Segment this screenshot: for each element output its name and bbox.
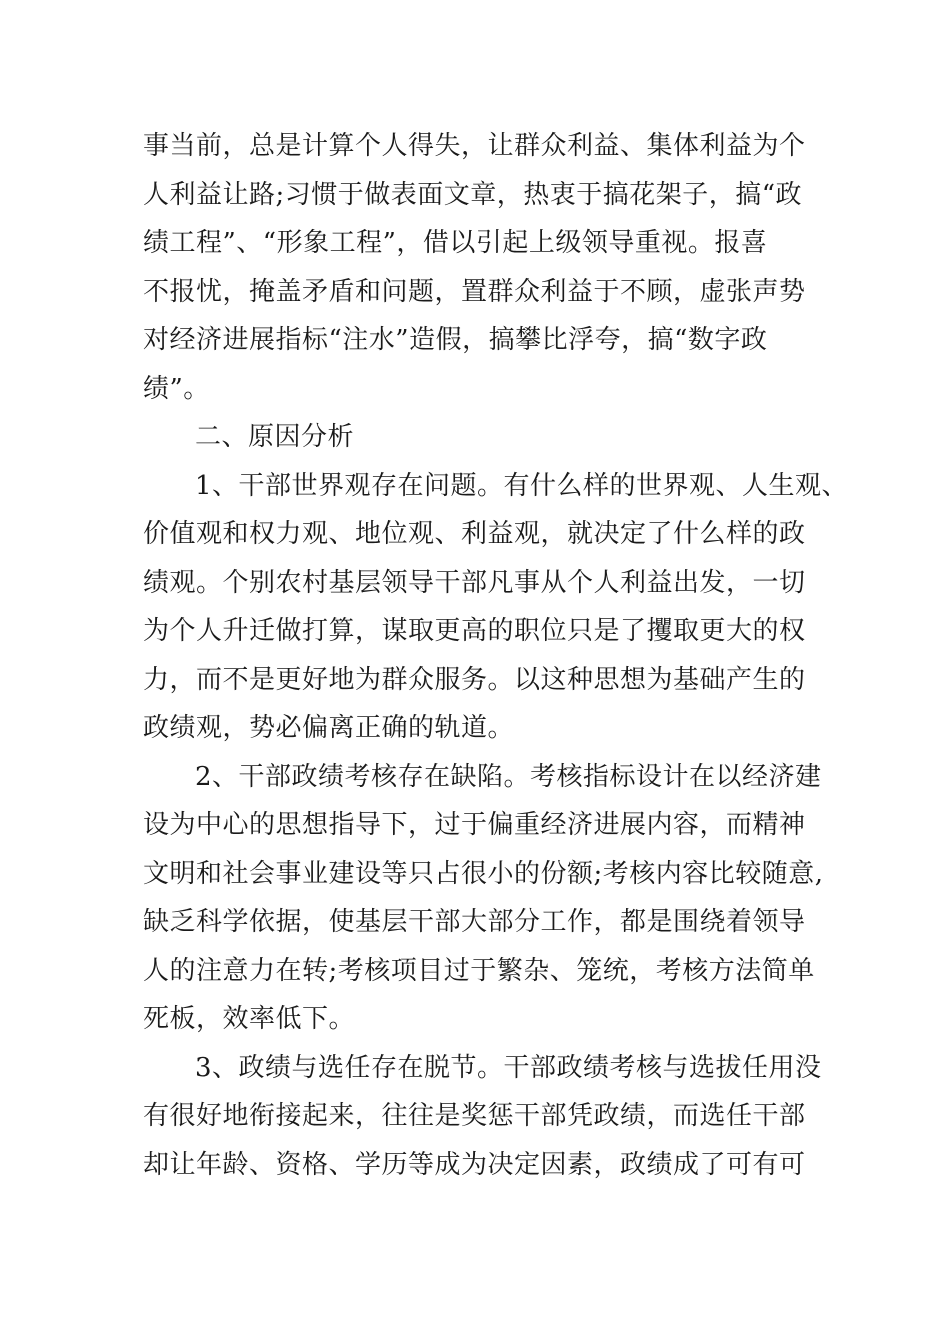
text-line: 1、干部世界观存在问题。有什么样的世界观、人生观、	[195, 470, 849, 501]
section-heading: 二、原因分析	[195, 422, 355, 452]
text-line: 设为中心的思想指导下，过于偏重经济进展内容，而精神	[143, 810, 806, 840]
text-line: 却让年龄、资格、学历等成为决定因素，政绩成了可有可	[143, 1149, 806, 1180]
text-line: 3、政绩与选任存在脱节。干部政绩考核与选拔任用没	[195, 1052, 822, 1083]
text-line: 力，而不是更好地为群众服务。以这种思想为基础产生的	[143, 664, 806, 695]
text-line: 死板，效率低下。	[143, 1004, 356, 1034]
text-line: 价值观和权力观、地位观、利益观，就决定了什么样的政	[143, 519, 806, 549]
text-line: 事当前，总是计算个人得失，让群众利益、集体利益为个	[143, 131, 806, 161]
paragraph-point-3	[143, 1044, 833, 1190]
paragraph-point-2	[143, 753, 833, 1044]
document-body	[143, 122, 849, 1189]
text-line: 对经济进展指标“注水”造假，搞攀比浮夸，搞“数字政	[143, 325, 768, 355]
paragraph-point-1	[143, 462, 849, 753]
text-line: 为个人升迁做打算，谋取更高的职位只是了攫取更大的权	[143, 616, 806, 646]
text-line: 人的注意力在转;考核项目过于繁杂、笼统，考核方法简单	[143, 955, 815, 986]
text-line: 绩观。个别农村基层领导干部凡事从个人利益出发，一切	[143, 567, 806, 598]
text-line: 有很好地衔接起来，往往是奖惩干部凭政绩，而选任干部	[143, 1101, 806, 1131]
text-line: 缺乏科学依据，使基层干部大部分工作，都是围绕着领导	[143, 907, 806, 937]
text-line: 绩”。	[143, 373, 210, 404]
text-line: 政绩观，势必偏离正确的轨道。	[143, 713, 515, 743]
paragraph-continuation	[143, 122, 833, 413]
text-line: 人利益让路;习惯于做表面文章，热衷于搞花架子，搞“政	[143, 179, 803, 210]
text-line: 不报忧，掩盖矛盾和问题，置群众利益于不顾，虚张声势	[143, 276, 806, 307]
text-line: 绩工程”、“形象工程”，借以引起上级领导重视。报喜	[143, 228, 768, 258]
section-heading-cause-analysis	[143, 413, 833, 462]
text-line: 2、干部政绩考核存在缺陷。考核指标设计在以经济建	[195, 761, 822, 792]
text-line: 文明和社会事业建设等只占很小的份额;考核内容比较随意,	[143, 858, 824, 889]
